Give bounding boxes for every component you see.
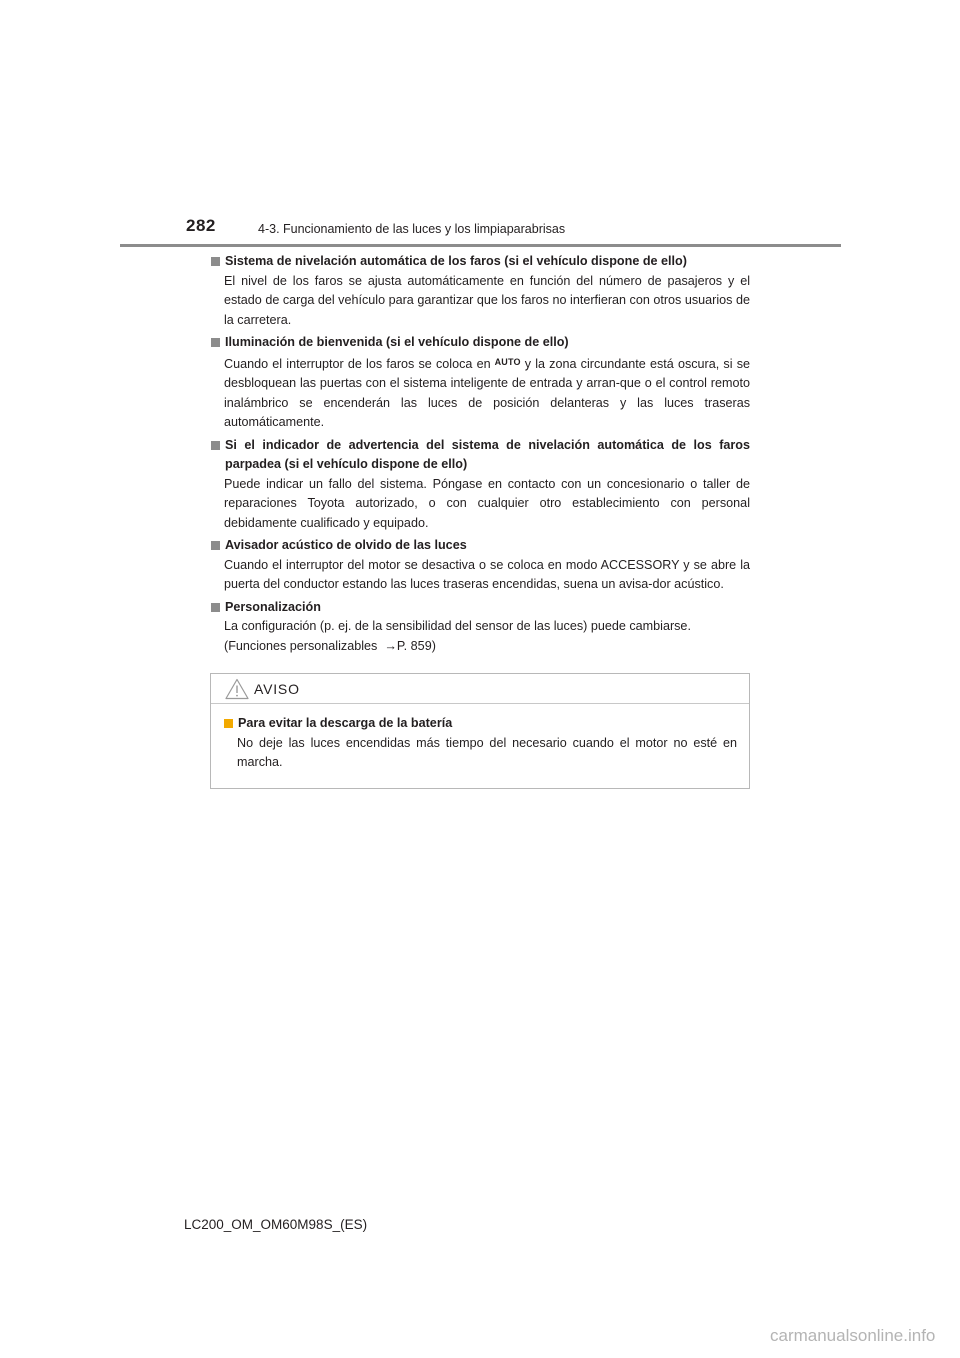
entry-heading (210, 252, 750, 272)
entry-heading-text: Personalización (225, 599, 321, 614)
entry-body (210, 353, 750, 433)
warning-title: AVISO (254, 681, 300, 697)
entry-body-before: Cuando el interruptor de los faros se coloca en (224, 356, 491, 371)
header-divider (120, 244, 841, 247)
entry-heading-text: Iluminación de bienvenida (si el vehículo dispone de ello) (225, 335, 569, 349)
page-number: 282 (186, 216, 216, 235)
square-bullet-icon (211, 441, 220, 450)
entry-heading (210, 536, 750, 556)
square-bullet-icon (211, 257, 220, 266)
entry-leveling-warning-light (210, 436, 750, 534)
entry-welcome-lighting (210, 333, 750, 433)
entry-headlight-leveling (210, 252, 750, 330)
entry-heading-text: Si el indicador de advertencia del sistema de nivelación automática de los faros parpadea (si el vehículo dispone de ello) (225, 437, 750, 471)
entry-lights-reminder-buzzer (210, 536, 750, 595)
square-bullet-icon (211, 541, 220, 550)
entry-heading-text: Sistema de nivelación automática de los faros (si el vehículo dispone de ello) (225, 254, 687, 268)
entry-body-after: y la zona circundante está oscura, si se desbloquean las puertas con el sistema inteligente de entrada y arran-que o el control remoto inalámbrico se encenderán las luces de posición delanteras y las luces traseras automáticamente. (224, 356, 750, 429)
page-reference (224, 637, 750, 657)
warning-heading-text: Para evitar la descarga de la batería (238, 716, 453, 730)
entry-body: Puede indicar un fallo del sistema. Póngase en contacto con un concesionario o taller de reparaciones Toyota autorizado, o con cualquier otro establecimiento con personal debidamente cualificado y equipado. (224, 476, 750, 530)
warning-triangle-icon (225, 678, 249, 700)
square-bullet-icon (224, 719, 233, 728)
auto-switch-label: AUTO (494, 356, 521, 367)
entry-heading (210, 436, 750, 475)
warning-header (211, 674, 749, 704)
watermark[interactable]: carmanualsonline.info (770, 1326, 936, 1345)
reference-prefix: (Funciones personalizables (224, 638, 378, 653)
document-code: LC200_OM_OM60M98S_(ES) (184, 1217, 368, 1232)
warning-box (210, 673, 750, 789)
main-content (210, 252, 750, 659)
square-bullet-icon (211, 338, 220, 347)
entry-body: Cuando el interruptor del motor se desactiva o se coloca en modo ACCESSORY y se abre la puerta del conductor estando las luces traseras encendidas, suena un avisa-dor acústico. (224, 557, 750, 591)
warning-body-text: No deje las luces encendidas más tiempo del necesario cuando el motor no esté en marcha. (237, 735, 737, 769)
section-title: 4-3. Funcionamiento de las luces y los limpiaparabrisas (258, 222, 566, 236)
entry-heading (210, 333, 750, 353)
entry-customization (210, 598, 750, 657)
warning-content (211, 704, 749, 773)
entry-body: El nivel de los faros se ajusta automáticamente en función del número de pasajeros y el estado de carga del vehículo para garantizar que los faros no interfieran con otros usuarios de la carretera. (224, 273, 750, 327)
warning-heading (223, 714, 737, 734)
entry-body-line: La configuración (p. ej. de la sensibilidad del sensor de las luces) puede cambiarse. (224, 619, 691, 633)
arrow-right-icon: → (384, 638, 397, 653)
square-bullet-icon (211, 603, 220, 612)
entry-body (210, 617, 750, 656)
entry-heading-text: Avisador acústico de olvido de las luces (225, 538, 467, 552)
reference-link[interactable]: P. 859) (396, 638, 436, 653)
entry-heading (210, 598, 750, 618)
